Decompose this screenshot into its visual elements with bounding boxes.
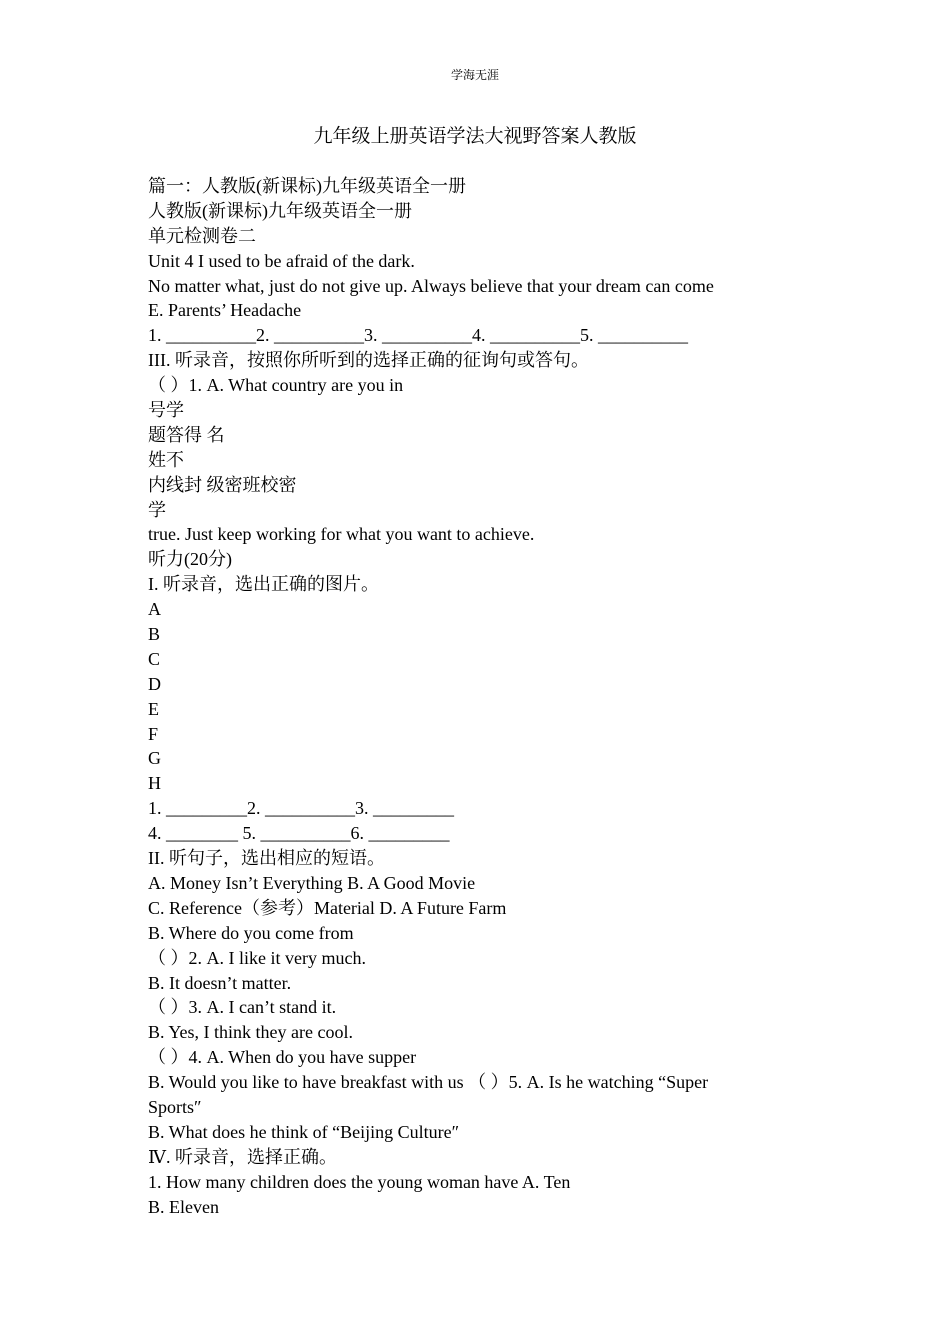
text-line: B. What does he think of “Beijing Culture″ xyxy=(148,1121,460,1142)
text-line: D xyxy=(148,673,161,694)
document-body xyxy=(148,174,788,1219)
text-line: E xyxy=(148,698,159,719)
text-line: B. Where do you come from xyxy=(148,922,354,943)
text-line: Unit 4 I used to be afraid of the dark. xyxy=(148,250,415,271)
text-line: C xyxy=(148,648,161,669)
text-line: true. Just keep working for what you want to achieve. xyxy=(148,524,535,545)
text-line: B. Yes, I think they are cool. xyxy=(148,1022,353,1043)
text-line: 号学 xyxy=(148,400,184,421)
text-line: 1. __________2. __________3. __________4. __________5. __________ xyxy=(148,325,688,346)
text-line: 姓不 xyxy=(148,449,184,470)
text-line: II. 听句子，选出相应的短语。 xyxy=(148,848,385,869)
text-line: C. Reference（参考）Material D. A Future Farm xyxy=(148,897,507,918)
text-line: No matter what, just do not give up. Always believe that your dream can come xyxy=(148,275,714,296)
text-line: 学 xyxy=(148,499,166,520)
text-line: A xyxy=(148,599,161,620)
text-line: F xyxy=(148,723,159,744)
text-line: （ ）2. A. I like it very much. xyxy=(148,947,366,968)
text-line: Sports″ xyxy=(148,1096,202,1117)
text-line: 人教版(新课标)九年级英语全一册 xyxy=(148,200,412,221)
text-line: 听力(20分) xyxy=(148,549,232,570)
document-title: 九年级上册英语学法大视野答案人教版 xyxy=(313,126,637,147)
text-line: （ ）1. A. What country are you in xyxy=(148,375,404,396)
text-line: （ ）4. A. When do you have supper xyxy=(148,1047,417,1068)
text-line: 1. _________2. __________3. _________ xyxy=(148,798,454,819)
text-line: Ⅳ. 听录音，选择正确。 xyxy=(148,1146,337,1167)
text-line: B. Eleven xyxy=(148,1196,219,1217)
text-line: 篇一：人教版(新课标)九年级英语全一册 xyxy=(148,176,466,196)
text-line: G xyxy=(148,748,161,769)
text-line: A. Money Isn’t Everything B. A Good Movie xyxy=(148,872,476,893)
text-line: B. It doesn’t matter. xyxy=(148,972,292,993)
text-line: 单元检测卷二 xyxy=(148,225,256,246)
text-line: B. Would you like to have breakfast with us （ ）5. A. Is he watching “Super xyxy=(148,1072,709,1093)
text-line: III. 听录音，按照你所听到的选择正确的征询句或答句。 xyxy=(148,350,589,371)
text-line: 题答得 名 xyxy=(148,424,225,445)
page-header: 学海无涯 xyxy=(450,68,499,82)
text-line: E. Parents’ Headache xyxy=(148,300,302,321)
text-line: 1. How many children does the young woman have A. Ten xyxy=(148,1171,571,1192)
text-line: H xyxy=(148,773,161,794)
text-line: 4. ________ 5. __________6. _________ xyxy=(148,823,450,844)
text-line: I. 听录音，选出正确的图片。 xyxy=(148,574,379,595)
text-line: 内线封 级密班校密 xyxy=(148,474,297,495)
text-line: （ ）3. A. I can’t stand it. xyxy=(148,997,337,1018)
text-line: B xyxy=(148,624,161,645)
